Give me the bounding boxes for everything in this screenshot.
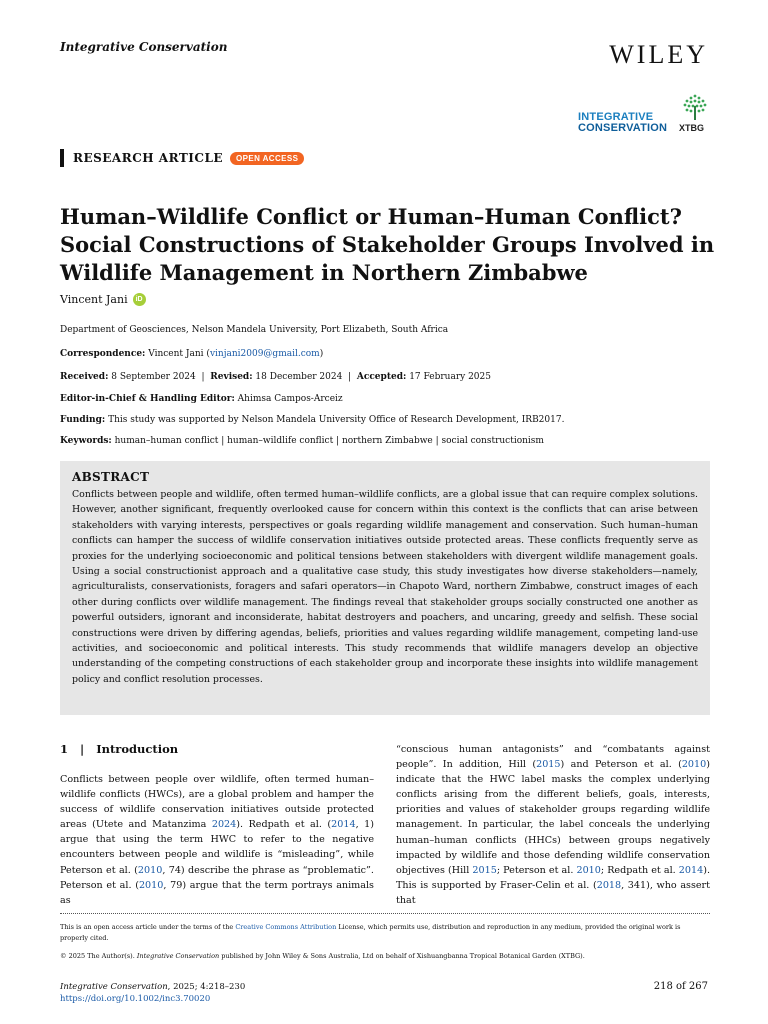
xtbg-label: XTBG <box>679 123 705 133</box>
section-title: Introduction <box>96 742 179 756</box>
section-heading <box>60 742 178 756</box>
abstract-text: Conflicts between people and wildlife, often termed human–wildlife conflicts, are a global issue that can require complex solutions. However, another significant, frequently overlooked cause for concern within this context is the conflicts that can arise between stakeholders with varying interests, perspectives or goals regarding wildlife management and conservation. Such human–human conflicts can hamper the success of wildlife conservation initiatives outside protected areas. These conflicts frequently serve as proxies for the underlying socioeconomic and political tensions between stakeholders with divergent wildlife management goals. Using a social constructionist approach and a qualitative case study, this study investigates how diverse stakeholders—namely, agriculturalists, conservationists, foragers and safari operators—in Chapoto Ward, northern Zimbabwe, construct images of each other during conflicts over wildlife management. The findings reveal that stakeholder groups socially constructed one another as powerful outsiders, ignorant and inconsiderate, habitat destroyers and poachers, and uncaring, greedy and selfish. These social constructions were driven by differing agendas, beliefs, priorities and values regarding wildlife management, competing land-use activities, and socioeconomic and political interests. This study recommends that wildlife managers develop an objective understanding of the competing constructions of each stakeholder group and incorporate these insights into wildlife management policy and conflict resolution processes. <box>72 489 698 685</box>
integrative-conservation-logo <box>578 92 710 138</box>
citation-link[interactable]: 2010 <box>138 879 164 891</box>
left-column-text <box>60 772 374 908</box>
doi-link[interactable]: https://doi.org/10.1002/inc3.70020 <box>60 994 211 1004</box>
footnote-divider <box>60 913 710 914</box>
dates-line <box>60 372 491 382</box>
date-separator: | <box>201 372 205 382</box>
revised-date: 18 December 2024 <box>255 372 343 382</box>
citation-link[interactable]: 2024 <box>211 819 237 831</box>
license-note: This is an open access article under the terms of the Creative Commons Attribution License, which permits use, distribution and reproduction in any medium, provided the original work is properly cited. <box>60 923 681 942</box>
journal-name: Integrative Conservation <box>60 40 228 54</box>
received-label: Received: <box>60 372 109 382</box>
author-line <box>60 293 146 306</box>
citation: Integrative Conservation, 2025; 4:218–230 <box>60 982 246 992</box>
citation-link[interactable]: 2018 <box>596 879 622 891</box>
keywords-label: Keywords: <box>60 436 112 446</box>
logo-line-2: CONSERVATION <box>578 122 668 134</box>
title-line: Wildlife Management in Northern Zimbabwe <box>60 260 588 285</box>
article-type-label: RESEARCH ARTICLE <box>73 151 224 165</box>
citation-link[interactable]: 2015 <box>472 864 497 876</box>
xtbg-tree-icon <box>680 92 710 122</box>
license-link[interactable]: Creative Commons Attribution <box>235 923 337 931</box>
page-number: 218 of 267 <box>653 981 708 992</box>
citation-link[interactable]: 2010 <box>576 864 601 876</box>
date-separator: | <box>348 372 352 382</box>
funding-label: Funding: <box>60 415 106 425</box>
accepted-date: 17 February 2025 <box>409 372 491 382</box>
paragraph: Conflicts between people over wildlife, often termed human–wildlife conflicts (HWCs), are a global problem and hamper the success of wildlife conservation initiatives outside protected areas (Utete and Matanzima 2024). Redpath et al. (2014, 1) argue that using the term HWC to refer to the negative encounters between people and wildlife is “misleading”, while Peterson et al. (2010, 74) describe the phrase as “problematic”. Peterson et al. (2010, 79) argue that the term portrays animals as <box>60 774 374 906</box>
logo-line-1: INTEGRATIVE <box>578 111 654 123</box>
received-date: 8 September 2024 <box>111 372 196 382</box>
abstract-heading: ABSTRACT <box>72 470 150 484</box>
citation-link[interactable]: 2014 <box>331 819 356 831</box>
keywords-text: human–human conflict | human–wildlife conflict | northern Zimbabwe | social constructionism <box>114 436 544 446</box>
editor-label: Editor-in-Chief & Handling Editor: <box>60 394 235 404</box>
paragraph: “conscious human antagonists” and “combatants against people”. In addition, Hill (2015) and Peterson et al. (2010) indicate that the HWC label masks the complex underlying conflicts arising from the different beliefs, goals, interests, priorities and values of stakeholder groups regarding wildlife management. In particular, the label conceals the underlying human–human conflicts (HHCs) between groups negatively impacted by wildlife and those defending wildlife conservation objectives (Hill 2015; Peterson et al. 2010; Redpath et al. 2014). This is supported by Fraser-Celin et al. (2018, 341), who assert that <box>396 744 711 906</box>
orcid-icon[interactable]: iD <box>133 293 146 306</box>
editor-line <box>60 394 343 404</box>
title-line: Human–Wildlife Conflict or Human–Human Conflict? <box>60 204 682 229</box>
abstract-box <box>60 461 710 715</box>
section-number: 1 <box>60 742 69 756</box>
open-access-badge: OPEN ACCESS <box>230 152 304 165</box>
right-column-text <box>396 742 710 908</box>
correspondence-name: Vincent Jani ( <box>148 349 210 359</box>
correspondence <box>60 349 323 359</box>
keywords-line <box>60 436 544 446</box>
citation-link[interactable]: 2010 <box>681 759 707 771</box>
affiliation: Department of Geosciences, Nelson Mandela University, Port Elizabeth, South Africa <box>60 325 449 335</box>
article-type <box>60 150 304 166</box>
title-line: Social Constructions of Stakeholder Groups Involved in <box>60 232 715 257</box>
article-title <box>60 203 715 287</box>
article-type-bar <box>60 149 64 167</box>
correspondence-close: ) <box>319 349 324 359</box>
citation-link[interactable]: 2010 <box>137 864 163 876</box>
correspondence-email-link[interactable]: vinjani2009@gmail.com <box>209 349 320 359</box>
citation-footer <box>60 981 245 1005</box>
copyright-note: © 2025 The Author(s). Integrative Conservation published by John Wiley & Sons Australia, Ltd on behalf of Xishuangbanna Tropical Botanical Garden (XTBG). <box>60 952 585 960</box>
citation-link[interactable]: 2014 <box>678 864 704 876</box>
correspondence-label: Correspondence: <box>60 349 146 359</box>
section-separator: | <box>80 742 85 756</box>
funding-line <box>60 415 564 425</box>
citation-link[interactable]: 2015 <box>536 759 561 771</box>
author-name[interactable]: Vincent Jani <box>60 293 128 306</box>
publisher-logo: WILEY <box>609 40 708 69</box>
funding-text: This study was supported by Nelson Mandela University Office of Research Development, IRB2017. <box>108 415 565 425</box>
editor-name: Ahimsa Campos-Arceiz <box>237 394 343 404</box>
accepted-label: Accepted: <box>356 372 407 382</box>
revised-label: Revised: <box>210 372 253 382</box>
